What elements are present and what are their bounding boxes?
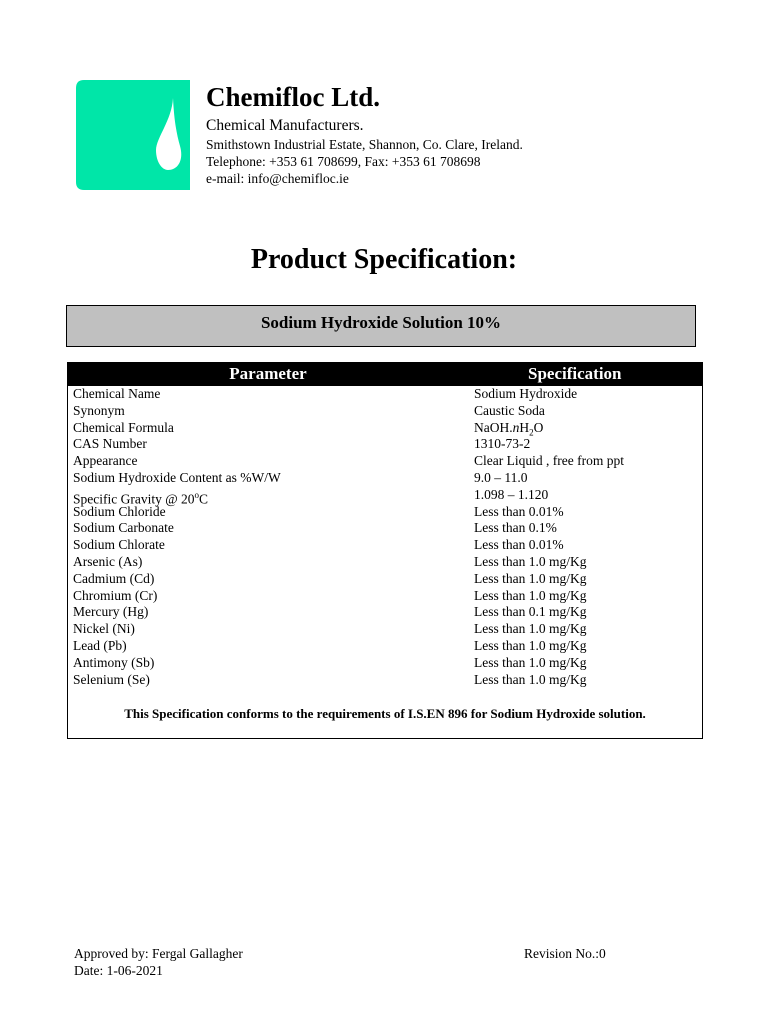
parameter-cell: Antimony (Sb) (73, 654, 155, 670)
table-header-row (68, 363, 702, 386)
specification-cell: 1.098 – 1.120 (474, 486, 549, 502)
table-row (68, 420, 702, 437)
table-row (68, 520, 702, 537)
header-parameter: Parameter (229, 364, 307, 383)
approved-by: Approved by: Fergal Gallagher (74, 946, 243, 961)
specification-cell: Less than 1.0 mg/Kg (474, 637, 587, 653)
parameter-cell: Chromium (Cr) (73, 587, 158, 603)
company-subtitle: Chemical Manufacturers. (206, 117, 364, 134)
parameter-cell: Chemical Name (73, 386, 161, 401)
parameter-cell: Selenium (Se) (73, 671, 150, 687)
specification-cell: Less than 1.0 mg/Kg (474, 587, 587, 603)
parameter-cell: Sodium Chlorate (73, 537, 165, 553)
company-email: e-mail: info@chemifloc.ie (206, 171, 349, 186)
specification-cell: Less than 0.01% (474, 537, 564, 553)
table-row (68, 638, 702, 655)
parameter-cell: Nickel (Ni) (73, 621, 135, 637)
table-row (68, 453, 702, 470)
table-row (68, 588, 702, 605)
table-row (68, 672, 702, 689)
parameter-cell: Mercury (Hg) (73, 604, 149, 620)
specification-cell: Less than 0.01% (474, 503, 564, 519)
table-row (68, 470, 702, 487)
table-row (68, 571, 702, 588)
parameter-cell: Sodium Chloride (73, 503, 166, 519)
parameter-cell: Cadmium (Cd) (73, 570, 155, 586)
specification-cell: Less than 1.0 mg/Kg (474, 621, 587, 637)
specification-cell: Less than 0.1 mg/Kg (474, 604, 587, 620)
table-row (68, 486, 702, 507)
specification-cell: $NaOH.nH_2O$ (474, 419, 544, 438)
table-row (68, 504, 702, 521)
company-phone-fax: Telephone: +353 61 708699, Fax: +353 61 708698 (206, 154, 481, 169)
table-row (68, 604, 702, 621)
product-name-banner (66, 305, 696, 347)
revision-number: Revision No.:0 (524, 946, 606, 961)
table-row (68, 386, 702, 403)
specification-cell: 1310-73-2 (474, 436, 531, 452)
table-row (68, 655, 702, 672)
parameter-cell: Synonym (73, 402, 125, 418)
specification-cell: Sodium Hydroxide (474, 386, 578, 401)
page-title: Product Specification: (250, 244, 518, 275)
company-logo (76, 80, 190, 190)
specification-cell: Caustic Soda (474, 402, 545, 418)
table-row (68, 621, 702, 638)
parameter-cell: Sodium Carbonate (73, 520, 174, 536)
specification-cell: Less than 1.0 mg/Kg (474, 654, 587, 670)
company-address: Smithstown Industrial Estate, Shannon, Co. Clare, Ireland. (206, 137, 523, 152)
table-body (68, 386, 702, 688)
table-row (68, 537, 702, 554)
parameter-cell: Appearance (73, 453, 138, 469)
specification-cell: Less than 1.0 mg/Kg (474, 553, 587, 569)
parameter-cell: CAS Number (73, 436, 147, 452)
table-row (68, 436, 702, 453)
specification-cell: Less than 0.1% (474, 520, 557, 536)
table-row (68, 403, 702, 420)
specification-table (67, 362, 703, 739)
specification-cell: Less than 1.0 mg/Kg (474, 671, 587, 687)
parameter-cell: Specific Gravity @ 20$^o$C (73, 489, 209, 507)
document-date: Date: 1-06-2021 (74, 963, 163, 978)
specification-footnote: This Specification conforms to the requirements of I.S.EN 896 for Sodium Hydroxide solution. (124, 706, 646, 721)
specification-cell: Less than 1.0 mg/Kg (474, 570, 587, 586)
company-name: Chemifloc Ltd. (206, 82, 380, 112)
parameter-cell: Sodium Hydroxide Content as %W/W (73, 469, 281, 485)
parameter-cell: Lead (Pb) (73, 637, 127, 653)
specification-cell: Clear Liquid , free from ppt (474, 453, 624, 469)
parameter-cell: Arsenic (As) (73, 553, 143, 569)
header-specification: Specification (528, 364, 622, 383)
parameter-cell: Chemical Formula (73, 419, 174, 435)
product-name: Sodium Hydroxide Solution 10% (260, 313, 502, 332)
specification-cell: 9.0 – 11.0 (474, 469, 528, 485)
table-row (68, 554, 702, 571)
